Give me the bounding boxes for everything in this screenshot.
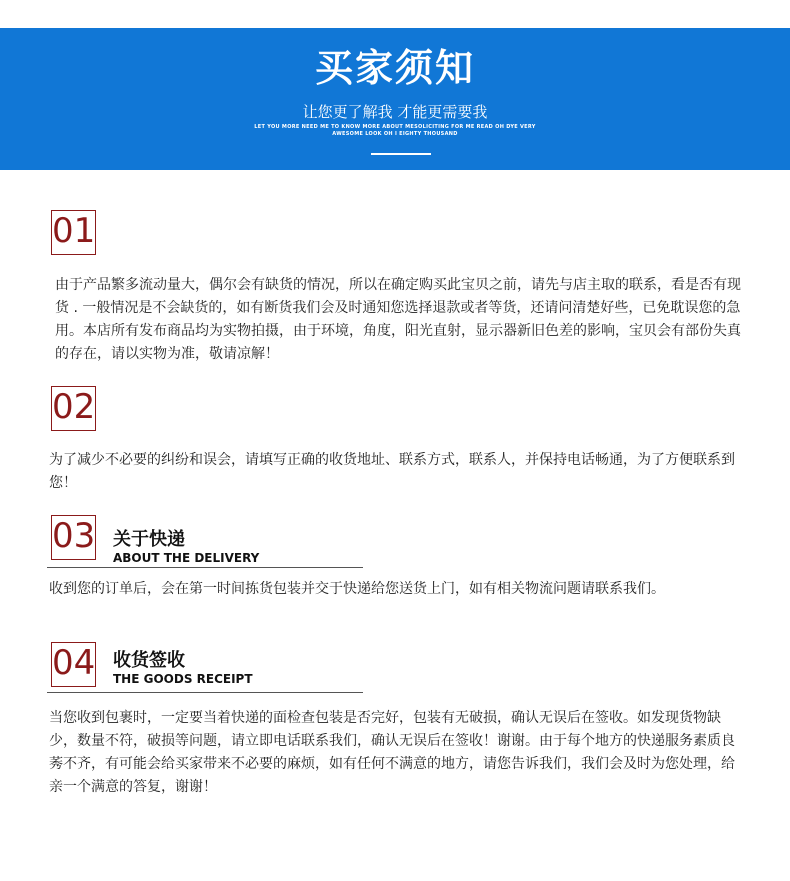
section-01-text: 由于产品繁多流动量大，偶尔会有缺货的情况，所以在确定购买此宝贝之前，请先与店主取的联系，看是否有现货 . 一般情况是不会缺货的，如有断货我们会及时通知您选择退款或者等货，还请问清楚好些，已免耽误您的急用。本店所有发布商品均为实物拍摄，由于环境，角度，阳光直射，显示器新旧色差的影响，宝贝会有部份失真的存在，请以实物为准，敬请凉解！ bbox=[55, 277, 741, 362]
header-banner bbox=[0, 28, 790, 170]
section-number-01: 01 bbox=[51, 210, 96, 255]
banner-subtitle: 让您更了解我 才能更需要我 bbox=[302, 103, 488, 121]
section-03-text: 收到您的订单后，会在第一时间拣货包装并交于快递给您送货上门，如有相关物流问题请联系我们。 bbox=[49, 581, 665, 597]
section-04-title: 收货签收 bbox=[113, 650, 185, 671]
section-03-subtitle: ABOUT THE DELIVERY bbox=[113, 551, 260, 565]
section-03-title: 关于快递 bbox=[113, 529, 185, 550]
section-02-text: 为了减少不必要的纠纷和误会，请填写正确的收货地址、联系方式，联系人，并保持电话畅通，为了方便联系到您！ bbox=[49, 452, 735, 491]
section-number-02: 02 bbox=[51, 386, 96, 431]
section-04-text: 当您收到包裹时，一定要当着快递的面检查包装是否完好，包装有无破损，确认无误后在签收。如发现货物缺少，数量不符，破损等问题，请立即电话联系我们，确认无误后在签收！谢谢。由于每个地方的快递服务素质良莠不齐，有可能会给买家带来不必要的麻烦，如有任何不满意的地方，请您告诉我们，我们会及时为您处理，给亲一个满意的答复，谢谢！ bbox=[49, 710, 735, 795]
section-03-divider bbox=[47, 567, 363, 568]
banner-title: 买家须知 bbox=[314, 46, 475, 90]
section-04-divider bbox=[47, 692, 363, 693]
section-number-03: 03 bbox=[51, 515, 96, 560]
section-number-04: 04 bbox=[51, 642, 96, 687]
banner-divider bbox=[371, 153, 431, 155]
banner-english-line: LET YOU MORE NEED ME TO KNOW MORE ABOUT MESOLICITING FOR ME READ OH DYE VERY AWESOME LOOK OH I EIGHTY THOUSAND bbox=[254, 124, 536, 137]
section-04-subtitle: THE GOODS RECEIPT bbox=[113, 672, 253, 686]
